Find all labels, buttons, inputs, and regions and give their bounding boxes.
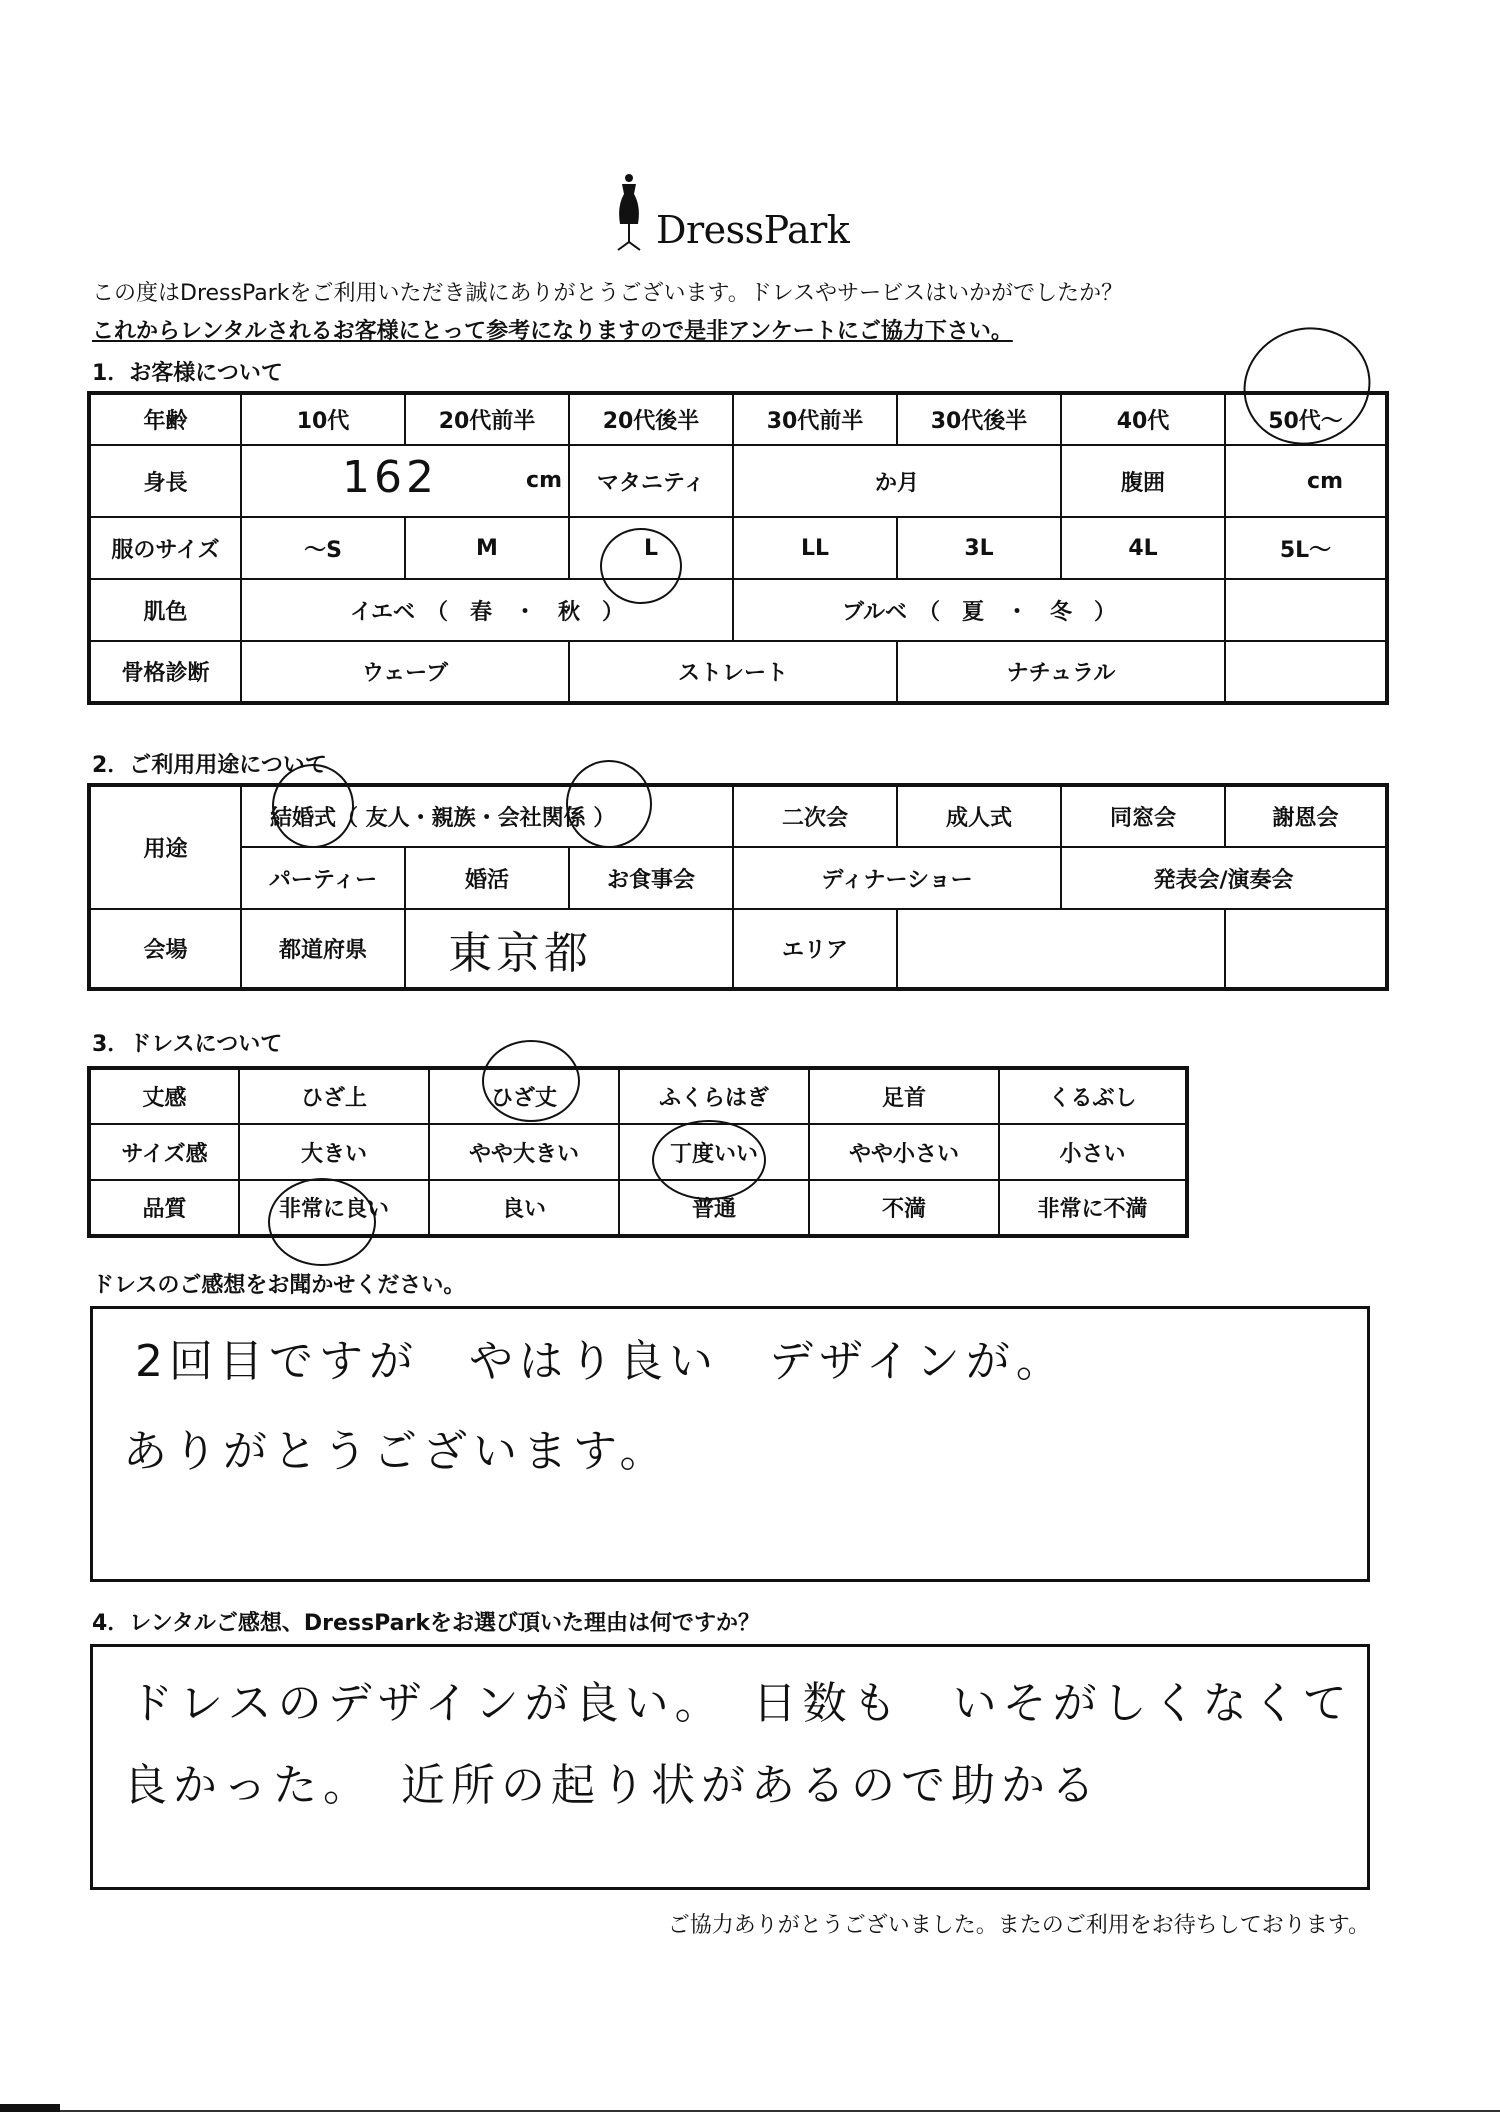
scan-edge-mark <box>0 2104 60 2112</box>
age-label: 年齢 <box>89 393 241 445</box>
length-label: 丈感 <box>89 1068 239 1124</box>
section4-title: 4．レンタルご感想、DressParkをお選び頂いた理由は何ですか？ <box>92 1611 760 1636</box>
size-option-selected[interactable]: L <box>569 517 733 579</box>
height-field[interactable] <box>241 445 569 517</box>
size-option[interactable]: 3L <box>897 517 1061 579</box>
size-label: 服のサイズ <box>89 517 241 579</box>
prefecture-field[interactable] <box>405 909 733 989</box>
quality-row <box>89 1180 1187 1236</box>
brand-name: DressPark <box>656 208 850 252</box>
length-option[interactable]: くるぶし <box>999 1068 1187 1124</box>
fit-option-selected[interactable]: 丁度いい <box>619 1124 809 1180</box>
selection-circle <box>272 764 354 848</box>
size-option[interactable]: 5L〜 <box>1225 517 1387 579</box>
usage-wedding[interactable]: 結婚式（ 友人・親族・会社関係 ） <box>241 785 733 847</box>
comment-prompt: ドレスのご感想をお聞かせください。 <box>92 1273 466 1298</box>
height-unit: cm <box>526 468 562 493</box>
quality-label: 品質 <box>89 1180 239 1236</box>
dress-table <box>87 1066 1189 1238</box>
quality-option[interactable]: 非常に不満 <box>999 1180 1187 1236</box>
usage-option[interactable]: 婚活 <box>405 847 569 909</box>
selection-circle <box>600 528 682 604</box>
frame-row <box>89 641 1387 703</box>
maternity-label: マタニティ <box>569 445 733 517</box>
frame-label: 骨格診断 <box>89 641 241 703</box>
section1-title: 1．お客様について <box>92 361 283 386</box>
answer-box[interactable] <box>90 1644 1370 1890</box>
age-row <box>89 393 1387 445</box>
comment-box[interactable] <box>90 1306 1370 1582</box>
intro-request: これからレンタルされるお客様にとって参考になりますので是非アンケートにご協力下さい。 <box>92 319 1013 344</box>
age-option[interactable]: 20代後半 <box>569 393 733 445</box>
prefecture-label: 都道府県 <box>241 909 405 989</box>
age-option[interactable]: 10代 <box>241 393 405 445</box>
length-row <box>89 1068 1187 1124</box>
empty-cell <box>1225 641 1387 703</box>
usage-option[interactable]: 同窓会 <box>1061 785 1225 847</box>
scan-edge <box>0 2110 1500 2112</box>
area-label: エリア <box>733 909 897 989</box>
length-option[interactable]: 足首 <box>809 1068 999 1124</box>
height-row <box>89 445 1387 517</box>
age-option[interactable]: 30代前半 <box>733 393 897 445</box>
quality-option[interactable]: 不満 <box>809 1180 999 1236</box>
usage-option[interactable]: 成人式 <box>897 785 1061 847</box>
prefecture-value: 東京都 <box>448 927 592 979</box>
skin-yellow[interactable]: イエベ （ 春 ・ 秋 ） <box>241 579 733 641</box>
comment-line: 2回目ですが やはり良い デザインが。 <box>135 1336 1066 1387</box>
usage-option[interactable]: ディナーショー <box>733 847 1061 909</box>
fit-row <box>89 1124 1187 1180</box>
venue-label: 会場 <box>89 909 241 989</box>
area-field[interactable] <box>897 909 1225 989</box>
age-option[interactable]: 30代後半 <box>897 393 1061 445</box>
frame-option[interactable]: ウェーブ <box>241 641 569 703</box>
age-option[interactable]: 20代前半 <box>405 393 569 445</box>
section3-title: 3．ドレスについて <box>92 1032 283 1057</box>
waist-unit[interactable]: cm <box>1225 445 1387 517</box>
skin-blue[interactable]: ブルベ （ 夏 ・ 冬 ） <box>733 579 1225 641</box>
quality-option[interactable]: 良い <box>429 1180 619 1236</box>
fit-label: サイズ感 <box>89 1124 239 1180</box>
maternity-unit[interactable]: か月 <box>733 445 1061 517</box>
quality-option[interactable]: 普通 <box>619 1180 809 1236</box>
fit-option[interactable]: 小さい <box>999 1124 1187 1180</box>
answer-line: ドレスのデザインが良い。 日数も いそがしくなくて <box>129 1678 1353 1729</box>
selection-circle <box>566 760 652 848</box>
usage-option[interactable]: パーティー <box>241 847 405 909</box>
venue-row <box>89 909 1387 989</box>
waist-label: 腹囲 <box>1061 445 1225 517</box>
footer-text: ご協力ありがとうございました。またのご利用をお待ちしております。 <box>667 1913 1370 1938</box>
selection-circle <box>482 1040 580 1122</box>
customer-table <box>87 391 1389 705</box>
usage-option[interactable]: 二次会 <box>733 785 897 847</box>
age-option-selected[interactable]: 50代〜 <box>1225 393 1387 445</box>
skin-label: 肌色 <box>89 579 241 641</box>
brand-logo <box>612 172 849 252</box>
intro-text: この度はDressParkをご利用いただき誠にありがとうございます。ドレスやサービスはいかがでしたか？ <box>92 281 1124 306</box>
comment-line: ありがとうございます。 <box>123 1426 670 1477</box>
dress-form-icon <box>612 172 646 252</box>
fit-option[interactable]: やや小さい <box>809 1124 999 1180</box>
size-option[interactable]: LL <box>733 517 897 579</box>
selection-circle <box>268 1178 376 1266</box>
length-option-selected[interactable]: ひざ丈 <box>429 1068 619 1124</box>
usage-option[interactable]: 発表会/演奏会 <box>1061 847 1387 909</box>
usage-row-2 <box>89 847 1387 909</box>
section2-title: 2．ご利用用途について <box>92 753 327 778</box>
skin-row <box>89 579 1387 641</box>
height-label: 身長 <box>89 445 241 517</box>
fit-option[interactable]: 大きい <box>239 1124 429 1180</box>
fit-option[interactable]: やや大きい <box>429 1124 619 1180</box>
size-option[interactable]: M <box>405 517 569 579</box>
usage-option[interactable]: お食事会 <box>569 847 733 909</box>
size-option[interactable]: 〜S <box>241 517 405 579</box>
age-option[interactable]: 40代 <box>1061 393 1225 445</box>
size-option[interactable]: 4L <box>1061 517 1225 579</box>
selection-circle <box>652 1120 766 1200</box>
answer-line: 良かった。 近所の起り状があるので助かる <box>123 1760 1101 1811</box>
height-value: 162 <box>342 452 438 503</box>
usage-label: 用途 <box>89 785 241 909</box>
frame-option[interactable]: ストレート <box>569 641 897 703</box>
size-row <box>89 517 1387 579</box>
usage-option[interactable]: 謝恩会 <box>1225 785 1387 847</box>
frame-option[interactable]: ナチュラル <box>897 641 1225 703</box>
quality-option-selected[interactable]: 非常に良い <box>239 1180 429 1236</box>
length-option[interactable]: ひざ上 <box>239 1068 429 1124</box>
empty-cell <box>1225 909 1387 989</box>
length-option[interactable]: ふくらはぎ <box>619 1068 809 1124</box>
empty-cell <box>1225 579 1387 641</box>
